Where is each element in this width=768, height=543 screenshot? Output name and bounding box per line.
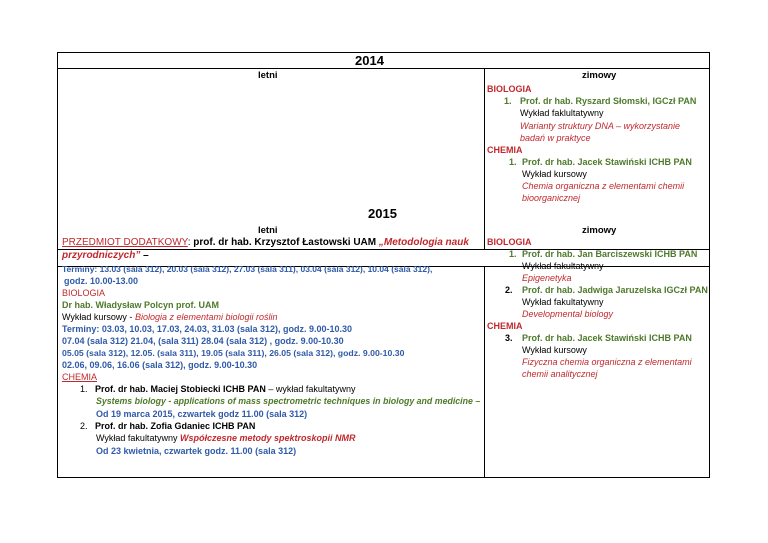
chem2-lecture: Współczesne metody spektroskopii NMR xyxy=(179,433,356,443)
przedmiot-title-line2: przyrodniczych” xyxy=(62,250,141,261)
przedmiot-label: PRZEDMIOT DODATKOWY xyxy=(62,237,188,248)
bio-2014-prof: Prof. dr hab. Ryszard Słomski, IGCzł PAN xyxy=(520,96,697,106)
chem-2014-lecture-line2: bioorganicznej xyxy=(522,193,581,203)
przedmiot-prof: prof. dr hab. Krzysztof Łastowski UAM xyxy=(190,237,379,248)
bio-2015-letni-type: Wykład kursowy - xyxy=(62,312,135,322)
chem2-prof: Prof. dr hab. Zofia Gdaniec ICHB PAN xyxy=(95,421,256,431)
chem2-num: 2. xyxy=(80,421,88,431)
bio-2014-lecture-line1: Warianty struktury DNA – wykorzystanie xyxy=(520,121,681,131)
chem2-type-line xyxy=(96,433,356,443)
bio1-num: 1. xyxy=(509,249,517,259)
chem3-prof: Prof. dr hab. Jacek Stawiński ICHB PAN xyxy=(522,333,692,343)
chem-2014-lecture-line1: Chemia organiczna z elementami chemii xyxy=(522,181,685,191)
chem-2014-num: 1. xyxy=(509,157,517,167)
year-2015-title: 2015 xyxy=(368,206,397,221)
bio-2015-letni-lecture: Biologia z elementami biologii roślin xyxy=(134,312,278,322)
przedmiot-title-line1: „Metodologia nauk xyxy=(378,237,469,248)
bio-terms-line3: 05.05 (sala 312), 12.05. (sala 311), 19.05 (sala 311), 26.05 (sala 312), godz. 9.00-10.30 xyxy=(62,348,405,358)
bio-2015-letni-type-line xyxy=(62,312,278,322)
terminy-line1: Terminy: 13.03 (sala 312), 20.03 (sala 312), 27.03 (sala 311), 03.04 (sala 312), 10.04 (sala 312), xyxy=(62,264,433,274)
bio-2014-type: Wykład faklultatywny xyxy=(520,108,604,118)
bio-terms-line1: Terminy: 03.03, 10.03, 17.03, 24.03, 31.03 (sala 312), godz. 9.00-10.30 xyxy=(62,324,353,334)
przedmiot-sep: : xyxy=(187,237,191,248)
chem-2015-zimowy-heading: CHEMIA xyxy=(487,321,523,331)
bio1-prof: Prof. dr hab. Jan Barciszewski ICHB PAN xyxy=(522,249,698,259)
chem-2015-letni-heading: CHEMIA xyxy=(62,372,98,382)
chem1-prof: Prof. dr hab. Maciej Stobiecki ICHB PAN xyxy=(95,384,266,394)
chem1-type: – wykład fakultatywny xyxy=(265,384,356,394)
bio2-lecture: Developmental biology xyxy=(522,309,614,319)
bio-terms-line2: 07.04 (sala 312) 21.04, (sala 311) 28.04 (sala 312) , godz. 9.00-10.30 xyxy=(62,336,344,346)
bio2-prof: Prof. dr hab. Jadwiga Jaruzelska IGCzł PAN xyxy=(522,285,708,295)
przedmiot-dash: – xyxy=(140,250,149,261)
year-2015-letni-label: letni xyxy=(258,225,278,236)
chem3-num: 3. xyxy=(505,333,513,343)
bio-2014-lecture-line2: badań w praktyce xyxy=(520,133,591,143)
chem2-type: Wykład fakultatywny xyxy=(96,433,180,443)
bio2-type: Wykład fakultatywny xyxy=(522,297,604,307)
bio-2014-num: 1. xyxy=(504,96,512,106)
bio1-type: Wykład fakultatywny xyxy=(522,261,604,271)
bio2-num: 2. xyxy=(505,285,513,295)
chem-2014-prof: Prof. dr hab. Jacek Stawiński ICHB PAN xyxy=(522,157,692,167)
terminy-line2: godz. 10.00-13.00 xyxy=(64,276,139,286)
year-2015-zimowy-label: zimowy xyxy=(582,225,617,236)
bio-2015-letni-prof: Dr hab. Władysław Polcyn prof. UAM xyxy=(62,300,220,310)
chem3-lecture-line2: chemii analitycznej xyxy=(522,369,598,379)
chem-2014-heading: CHEMIA xyxy=(487,145,523,155)
chem1-date: Od 19 marca 2015, czwartek godz 11.00 (sala 312) xyxy=(96,409,308,419)
year-2014-letni-cell xyxy=(57,68,485,250)
chem2-line xyxy=(80,421,255,431)
chem2-date: Od 23 kwietnia, czwartek godz. 11.00 (sala 312) xyxy=(96,446,297,456)
przedmiot-line2 xyxy=(62,250,149,261)
chem1-lecture: Systems biology - applications of mass spectrometric techniques in biology and medicine – xyxy=(96,396,481,406)
chem1-num: 1. xyxy=(80,384,88,394)
bio-2015-zimowy-heading: BIOLOGIA xyxy=(487,237,532,247)
chem1-line xyxy=(80,384,355,394)
year-2014-zimowy-label: zimowy xyxy=(582,70,617,81)
chem-2014-type: Wykład kursowy xyxy=(522,169,587,179)
chem3-lecture-line1: Fizyczna chemia organiczna z elementami xyxy=(522,357,692,367)
bio1-lecture: Epigenetyka xyxy=(522,273,572,283)
bio-2014-heading: BIOLOGIA xyxy=(487,84,532,94)
bio-2015-letni-heading: BIOLOGIA xyxy=(62,288,106,298)
bio-terms-line4: 02.06, 09.06, 16.06 (sala 312), godz. 9.00-10.30 xyxy=(62,360,258,370)
year-2014-letni-label: letni xyxy=(258,70,278,81)
chem3-type: Wykład kursowy xyxy=(522,345,587,355)
year-2014-title: 2014 xyxy=(355,53,384,68)
przedmiot-line1 xyxy=(62,237,469,248)
